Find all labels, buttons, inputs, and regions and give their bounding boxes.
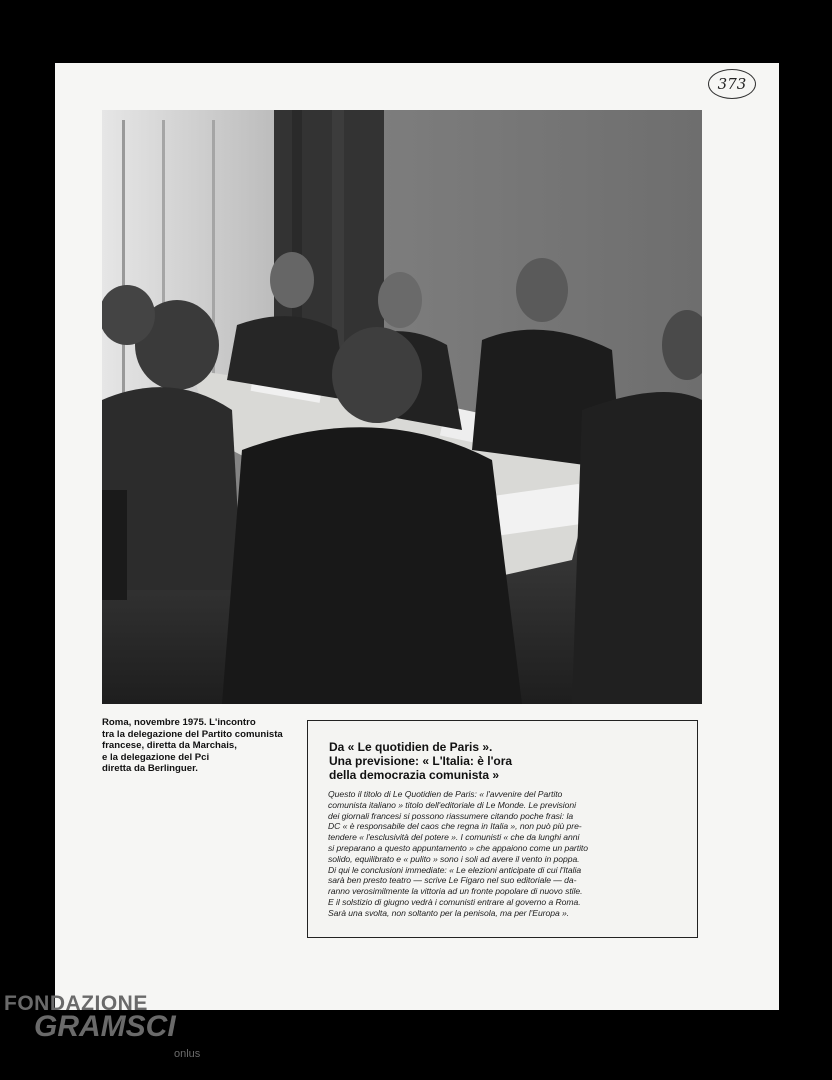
caption-line: Roma, novembre 1975. L'incontro <box>102 717 256 728</box>
headline-line: Una previsione: « L'Italia: è l'ora <box>329 754 513 768</box>
body-line: dei giornali francesi si possono riassumere citando poche frasi: la <box>328 810 574 821</box>
document-page <box>55 63 779 1010</box>
body-line: tendere « l'esclusività del potere ». I comunisti « che da lunghi anni <box>328 832 580 843</box>
page-number: 373 <box>708 69 756 99</box>
caption-line: tra la delegazione del Partito comunista <box>102 728 283 740</box>
article-box <box>307 720 698 938</box>
photo-caption <box>102 717 302 775</box>
article-body <box>328 789 682 919</box>
meeting-photo-illustration <box>102 110 702 704</box>
watermark-line: onlus <box>174 1048 201 1060</box>
body-line: ranno verosimilmente la vittoria ad un fronte popolare di nuovo stile. <box>328 886 583 897</box>
watermark-line: FONDAZIONE <box>4 992 148 1015</box>
body-line: DC « è responsabile del caos che regna in Italia », non può più pre- <box>328 821 582 832</box>
fondazione-gramsci-watermark <box>4 990 214 1075</box>
body-line: E il solstizio di giugno vedrà i comunisti entrare al governo a Roma. <box>328 896 581 907</box>
body-line: Di qui le conclusioni immediate: « Le elezioni anticipate di cui l'Italia <box>328 864 582 875</box>
body-line: Questo il titolo di Le Quotidien de Paris: « l'avvenire del Partito <box>328 789 563 799</box>
meeting-photo <box>102 110 702 704</box>
caption-line: diretta da Berlinguer. <box>102 763 198 774</box>
body-line: si preparano a questo appuntamento » che appaiono come un partito <box>328 842 589 853</box>
headline-line: della democrazia comunista » <box>329 768 500 782</box>
body-line: solido, equilibrato e « pulito » sono i soli ad avere il vento in poppa. <box>328 853 580 864</box>
body-line: Sarà una svolta, non soltanto per la penisola, ma per l'Europa ». <box>328 907 570 918</box>
caption-line: e la delegazione del Pci <box>102 751 210 763</box>
body-line: sarà ben presto teatro — scrive Le Figaro nel suo editoriale — da- <box>328 875 577 886</box>
body-line: comunista italiano » titolo dell'editoriale di Le Monde. Le previsioni <box>328 799 576 810</box>
article-headline <box>329 740 512 782</box>
headline-line: Da « Le quotidien de Paris ». <box>329 740 493 754</box>
caption-line: francese, diretta da Marchais, <box>102 740 237 751</box>
watermark-line: GRAMSCI <box>34 1010 176 1043</box>
